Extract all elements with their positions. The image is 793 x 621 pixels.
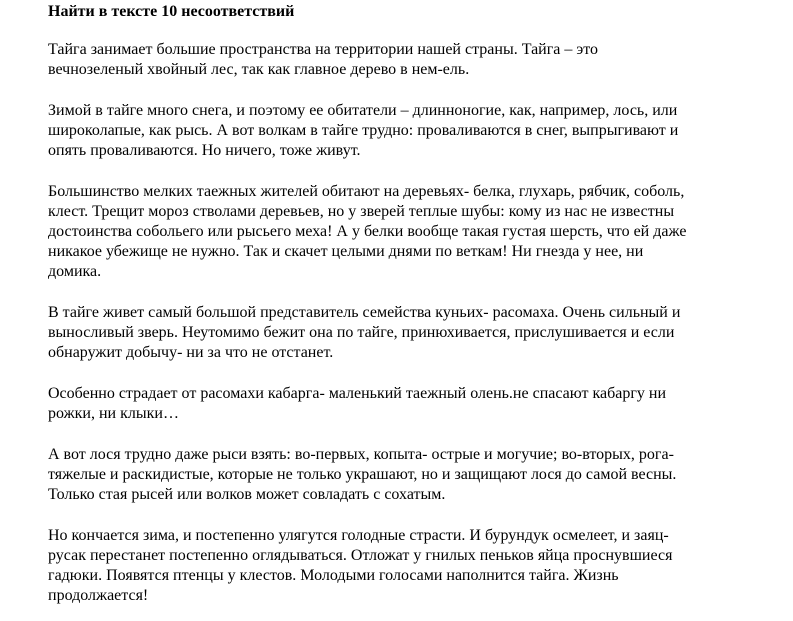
text-line: вечнозеленый хвойный лес, так как главное дерево в нем-ель. (48, 61, 470, 78)
text-line: обнаружит добычу- ни за что не отстанет. (48, 344, 334, 361)
text-line: рожки, ни клыки… (48, 405, 179, 422)
text-line: Зимой в тайге много снега, и поэтому ее обитатели – длинноногие, как, например, лось, или (48, 102, 678, 119)
text-line: никакое убежище не нужно. Так и скачет целыми днями по веткам! Ни гнезда у нее, ни (48, 243, 644, 260)
paragraph (48, 101, 678, 161)
text-line: широколапые, как рысь. А вот волкам в тайге трудно: проваливаются в снег, выпрыгивают и (48, 122, 679, 139)
text-line: гадюки. Появятся птенцы у клестов. Молодыми голосами наполнится тайга. Жизнь (48, 567, 619, 584)
text-line: клест. Трещит мороз стволами деревьев, но у зверей теплые шубы: кому из нас не известны (48, 203, 675, 220)
text-line: Только стая рысей или волков может совладать с сохатым. (48, 486, 446, 503)
paragraph (48, 526, 672, 606)
text-line: опять проваливаются. Но ничего, тоже живут. (48, 142, 361, 159)
text-line: выносливый зверь. Неутомимо бежит она по тайге, принюхивается, прислушивается и если (48, 324, 675, 341)
paragraph (48, 384, 666, 424)
text-line: Большинство мелких таежных жителей обитают на деревьях- белка, глухарь, рябчик, соболь, (48, 183, 685, 200)
text-line: русак перестанет постепенно оглядываться. Отложат у гнилых пеньков яйца проснувшиеся (48, 547, 673, 564)
text-line: В тайге живет самый большой представитель семейства куньих- расомаха. Очень сильный и (48, 304, 681, 321)
document-title: Найти в тексте 10 несоответствий (48, 3, 295, 20)
text-line: Но кончается зима, и постепенно улягутся голодные страсти. И бурундук осмелеет, и заяц- (48, 527, 669, 544)
paragraph (48, 445, 676, 505)
text-line: А вот лося трудно даже рыси взять: во-первых, копыта- острые и могучие; во-вторых, рога- (48, 446, 674, 463)
text-line: Тайга занимает большие пространства на территории нашей страны. Тайга – это (48, 41, 599, 58)
text-line: тяжелые и раскидистые, которые не только украшают, но и защищают лося до самой весны. (48, 466, 677, 483)
text-line: Особенно страдает от расомахи кабарга- маленький таежный олень.не спасают кабаргу ни (48, 385, 667, 402)
text-line: продолжается! (48, 587, 149, 604)
text-line: домика. (48, 263, 102, 280)
text-line: достоинства собольего или рысьего меха! А у белки вообще такая густая шерсть, что ей даже (48, 223, 687, 240)
paragraph (48, 182, 686, 282)
paragraph (48, 303, 680, 363)
paragraph (48, 40, 598, 80)
